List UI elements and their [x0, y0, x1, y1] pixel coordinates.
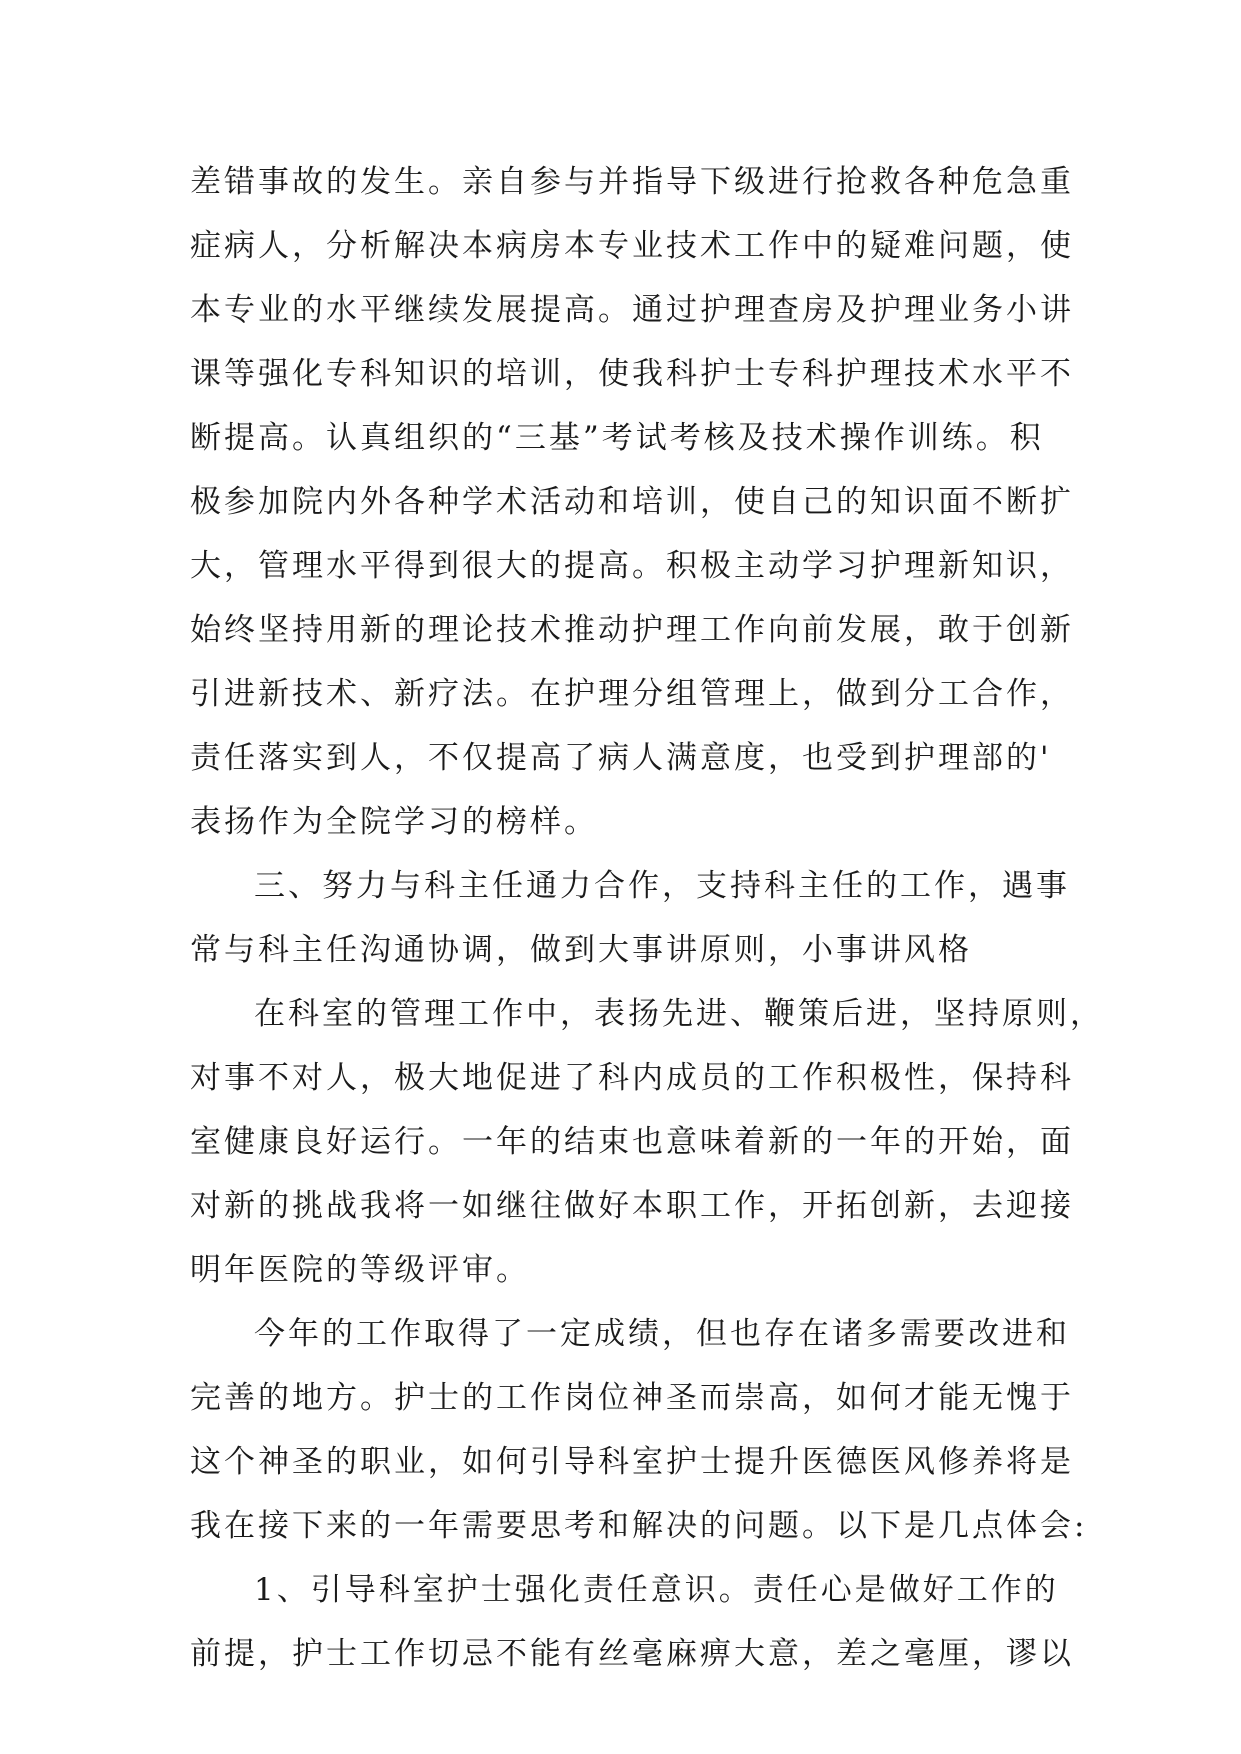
section-heading-continued: 常与科主任沟通协调，做到大事讲原则，小事讲风格 — [190, 932, 972, 968]
text-line: 明年医院的等级评审。 — [190, 1252, 530, 1288]
text-line: 差错事故的发生。亲自参与并指导下级进行抢救各种危急重 — [190, 164, 1074, 200]
text-line: 这个神圣的职业，如何引导科室护士提升医德医风修养将是 — [190, 1444, 1074, 1480]
paragraph-start: 在科室的管理工作中，表扬先进、鞭策后进，坚持原则， — [254, 996, 1104, 1032]
text-line: 引进新技术、新疗法。在护理分组管理上，做到分工合作， — [190, 676, 1074, 712]
text-line: 始终坚持用新的理论技术推动护理工作向前发展，敢于创新 — [190, 612, 1074, 648]
section-heading: 三、努力与科主任通力合作，支持科主任的工作，遇事 — [254, 868, 1070, 904]
text-line: 断提高。认真组织的“三基”考试考核及技术操作训练。积 — [190, 420, 1044, 456]
text-line: 完善的地方。护士的工作岗位神圣而崇高，如何才能无愧于 — [190, 1380, 1074, 1416]
numbered-item-start: 1、引导科室护士强化责任意识。责任心是做好工作的 — [254, 1572, 1059, 1608]
text-line: 我在接下来的一年需要思考和解决的问题。以下是几点体会: — [190, 1508, 1088, 1544]
text-line: 症病人，分析解决本病房本专业技术工作中的疑难问题，使 — [190, 228, 1074, 264]
text-line: 对事不对人，极大地促进了科内成员的工作积极性，保持科 — [190, 1060, 1074, 1096]
text-line: 对新的挑战我将一如继往做好本职工作，开拓创新，去迎接 — [190, 1188, 1074, 1224]
text-line: 表扬作为全院学习的榜样。 — [190, 804, 598, 840]
text-line: 室健康良好运行。一年的结束也意味着新的一年的开始，面 — [190, 1124, 1074, 1160]
document-body — [190, 150, 1104, 1686]
paragraph-start: 今年的工作取得了一定成绩，但也存在诸多需要改进和 — [254, 1316, 1070, 1352]
text-line: 课等强化专科知识的培训，使我科护士专科护理技术水平不 — [190, 356, 1074, 392]
text-line: 大，管理水平得到很大的提高。积极主动学习护理新知识， — [190, 548, 1074, 584]
text-line: 极参加院内外各种学术活动和培训，使自己的知识面不断扩 — [190, 484, 1074, 520]
text-line: 本专业的水平继续发展提高。通过护理查房及护理业务小讲 — [190, 292, 1074, 328]
text-line: 前提，护士工作切忌不能有丝毫麻痹大意，差之毫厘，谬以 — [190, 1636, 1074, 1672]
text-line: 责任落实到人，不仅提高了病人满意度，也受到护理部的' — [190, 740, 1052, 776]
